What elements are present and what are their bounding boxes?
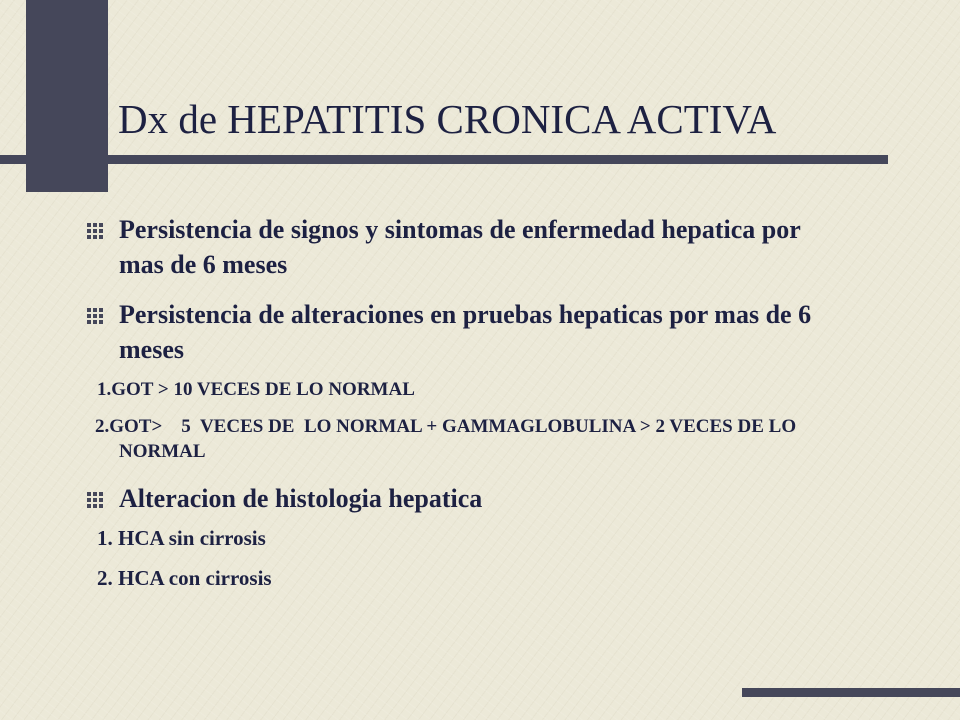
bullet-persistence-symptoms	[119, 212, 819, 282]
hash-bullet-icon	[87, 308, 103, 324]
sub-item-hca-sin-cirrosis: 1. HCA sin cirrosis	[97, 526, 266, 550]
corner-rule	[742, 688, 960, 697]
bullet-text: Persistencia de alteraciones en pruebas hepaticas por mas de 6 meses	[119, 300, 812, 364]
hash-bullet-icon	[87, 492, 103, 508]
title-underline-rule	[0, 155, 888, 164]
bullet-persistence-tests	[119, 297, 859, 367]
bullet-histology	[119, 481, 819, 516]
sub-item-got-10x: 1.GOT > 10 VECES DE LO NORMAL	[97, 379, 415, 400]
bullet-text: Alteracion de histologia hepatica	[119, 484, 483, 513]
bullet-text: Persistencia de signos y sintomas de enfermedad hepatica por mas de 6 meses	[119, 215, 801, 279]
sub-item-hca-con-cirrosis: 2. HCA con cirrosis	[97, 566, 272, 590]
sub-item-got-5x-gammaglobulin: 2.GOT> 5 VECES DE LO NORMAL + GAMMAGLOBULINA > 2 VECES DE LO NORMAL	[95, 416, 801, 462]
hash-bullet-icon	[87, 223, 103, 239]
slide-title: Dx de HEPATITIS CRONICA ACTIVA	[118, 96, 777, 142]
